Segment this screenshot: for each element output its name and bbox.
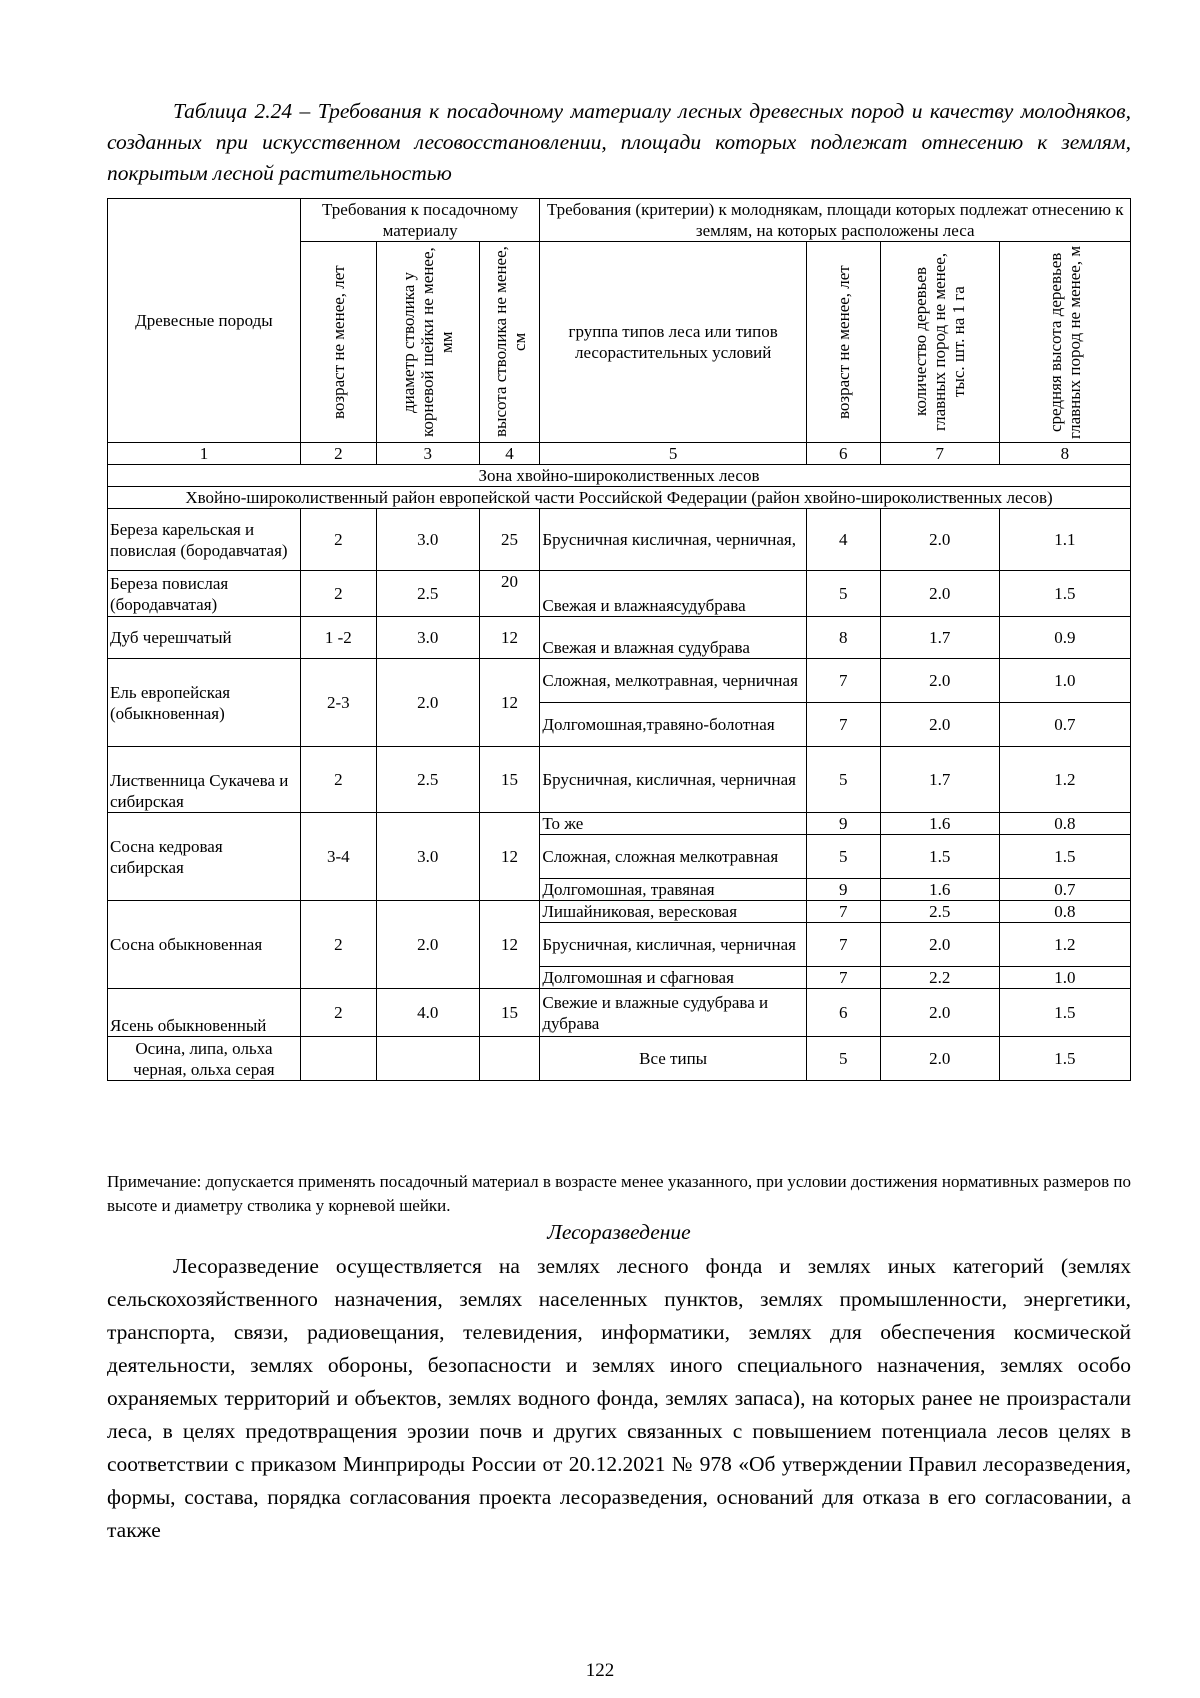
header-species: Древесные породы: [108, 199, 301, 443]
section-heading: Лесоразведение: [547, 1220, 691, 1244]
table-row: Береза повислая (бородавчатая) 2 2.5 20 Свежая и влажнаясудубрава 5 2.0 1.5: [108, 571, 1131, 617]
requirements-table: [107, 198, 1131, 1081]
caption-text: Таблица 2.24 – Требования к посадочному материалу лесных древесных пород и качеству молодняков, созданных при искусственном лесовосстановлении, площади которых подлежат отнесению к землям, покрытым лесной растительностью: [107, 99, 1131, 185]
header-col5: группа типов леса или типов лесорастительных условий: [540, 242, 807, 443]
table-row: Долгомошная,травяно-болотная 7 2.0 0.7: [108, 703, 1131, 747]
table-row: Брусничная, кисличная, черничная 7 2.0 1.2: [108, 923, 1131, 967]
table-row: Лиственница Сукачева и сибирская 2 2.5 15 Брусничная, кисличная, черничная 5 1.7 1.2: [108, 747, 1131, 813]
table-row: Долгомошная, травяная 9 1.6 0.7: [108, 879, 1131, 901]
zone-row: [108, 465, 1131, 487]
header-young-stand: Требования (критерии) к молоднякам, площади которых подлежат отнесению к землям, на которых расположены леса: [540, 199, 1131, 242]
table-row: Ель европейская (обыкновенная) 2-3 2.0 12 Сложная, мелкотравная, черничная 7 2.0 1.0: [108, 659, 1131, 703]
table-row: Сосна обыкновенная 2 2.0 12 Лишайниковая, вересковая 7 2.5 0.8: [108, 901, 1131, 923]
table-row: Сложная, сложная мелкотравная 5 1.5 1.5: [108, 835, 1131, 879]
region-row: [108, 487, 1131, 509]
zone-label: Зона хвойно-широколиственных лесов: [108, 465, 1131, 487]
table-row: Дуб черешчатый 1 -2 3.0 12 Свежая и влажная судубрава 8 1.7 0.9: [108, 617, 1131, 659]
header-planting-material: Требования к посадочному материалу: [300, 199, 539, 242]
table-row: Береза карельская и повислая (бородавчатая) 2 3.0 25 Брусничная кисличная, черничная, 4 2.0 1.1: [108, 509, 1131, 571]
header-row-1: [108, 199, 1131, 242]
region-label: Хвойно-широколиственный район европейской части Российской Федерации (район хвойно-широколиственных лесов): [108, 487, 1131, 509]
header-col2: возраст не менее, лет: [300, 242, 376, 443]
body-paragraph: [107, 1250, 1131, 1547]
header-col7: количество деревьев главных пород не менее, тыс. шт. на 1 га: [880, 242, 999, 443]
table-note: Примечание: допускается применять посадочный материал в возрасте менее указанного, при условии достижения нормативных размеров по высоте и диаметру стволика у корневой шейки.: [107, 1172, 1131, 1215]
table-row: Ясень обыкновенный 2 4.0 15 Свежие и влажные судубрава и дубрава 6 2.0 1.5: [108, 989, 1131, 1037]
table-row: Сосна кедровая сибирская 3-4 3.0 12 То же 9 1.6 0.8: [108, 813, 1131, 835]
header-col4: высота стволика не менее, см: [479, 242, 540, 443]
header-col6: возраст не менее, лет: [806, 242, 880, 443]
table-row: Долгомошная и сфагновая 7 2.2 1.0: [108, 967, 1131, 989]
table-caption: [107, 96, 1131, 189]
column-number-row: 1 2 3 4 5 6 7 8: [108, 443, 1131, 465]
page-number: 122: [585, 1660, 615, 1681]
header-col8: средняя высота деревьев главных пород не менее, м: [999, 242, 1130, 443]
paragraph-text: Лесоразведение осуществляется на землях лесного фонда и землях иных категорий (землях сельскохозяйственного назначения, землях населенных пунктов, землях промышленности, энергетики, транспорта, связи, радиовещания, телевидения, информатики, землях для обеспечения космической деятельности, землях обороны, безопасности и землях иного специального назначения, землях особо охраняемых территорий и объектов, землях водного фонда, землях запаса), на которых ранее не произрастали леса, в целях предотвращения эрозии почв и других связанных с повышением потенциала лесов целях в соответствии с приказом Минприроды России от 20.12.2021 № 978 «Об утверждении Правил лесоразведения, формы, состава, порядка согласования проекта лесоразведения, оснований для отказа в его согласовании, а также: [107, 1254, 1131, 1542]
table-row: Осина, липа, ольха черная, ольха серая Все типы 5 2.0 1.5: [108, 1037, 1131, 1081]
header-col3: диаметр стволика у корневой шейки не менее, мм: [376, 242, 479, 443]
